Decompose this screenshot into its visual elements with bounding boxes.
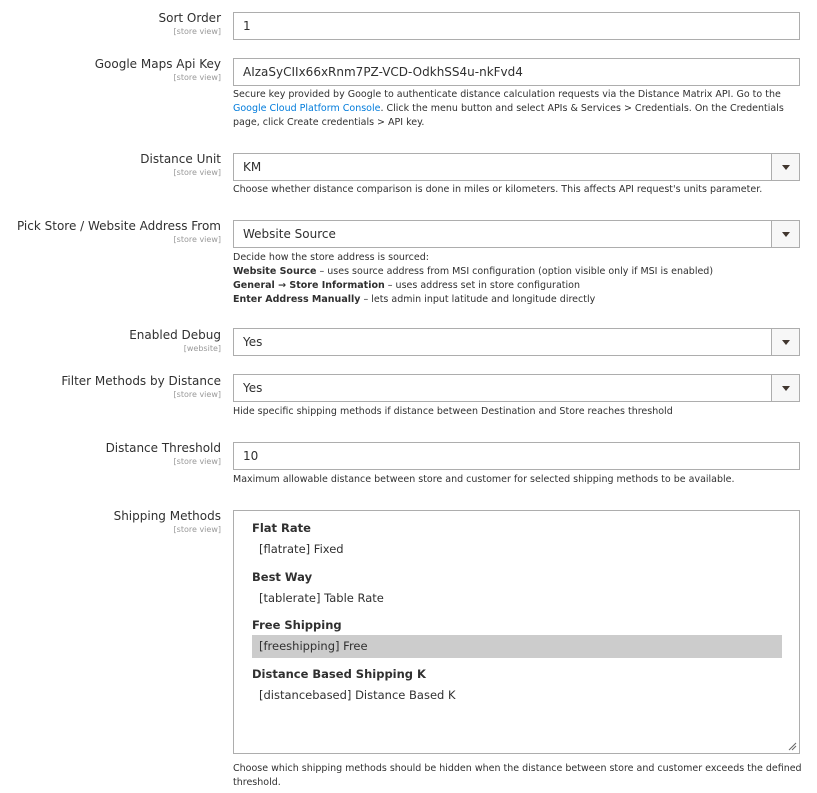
shipping-option-selected[interactable]: [freeshipping] Free [252,635,782,658]
api-key-input[interactable] [233,58,800,86]
address-from-note [233,251,805,307]
debug-label-group [0,328,221,354]
api-key-note-text-2: . Click the menu button and select APIs & Services > Credentials. On the Credentials page, click Create credentials > API key. [233,103,784,128]
address-from-note-option-2 [233,279,805,293]
api-key-value: AIzaSyCIIx66xRnm7PZ-VCD-OdkhSS4u-nkFvd4 [243,65,523,79]
api-key-scope: [store view] [173,73,221,82]
option-3-desc: – lets admin input latitude and longitude directly [360,294,596,305]
shipping-scope: [store view] [173,525,221,534]
threshold-scope: [store view] [173,457,221,466]
distance-unit-label-group [0,152,221,178]
api-key-note-text-1: Secure key provided by Google to authenticate distance calculation requests via the Distance Matrix API. Go to the [233,89,781,100]
option-1-title: Website Source [233,266,317,277]
shipping-label: Shipping Methods [113,509,221,523]
filter-scope: [store view] [173,390,221,399]
api-key-note [233,88,805,130]
debug-scope: [website] [183,344,221,353]
debug-value: Yes [243,335,263,349]
threshold-value: 10 [243,449,259,463]
optgroup-label: Flat Rate [252,521,311,535]
distance-unit-note: Choose whether distance comparison is done in miles or kilometers. This affects API request's units parameter. [233,184,763,195]
filter-label-group [0,374,221,400]
shipping-methods-multiselect[interactable] [233,510,800,754]
address-from-note-intro: Decide how the store address is sourced: [233,252,429,263]
sort-order-scope: [store view] [173,27,221,36]
shipping-option[interactable]: [flatrate] Fixed [259,542,344,556]
filter-select[interactable] [233,374,800,402]
chevron-down-icon[interactable] [771,329,799,355]
debug-label: Enabled Debug [129,328,221,342]
distance-unit-label: Distance Unit [140,152,221,166]
address-from-note-option-1 [233,265,805,279]
address-from-scope: [store view] [173,235,221,244]
filter-value: Yes [243,381,263,395]
threshold-note: Maximum allowable distance between store and customer for selected shipping methods to be available. [233,474,735,485]
option-2-desc: – uses address set in store configuration [384,280,580,291]
option-1-desc: – uses source address from MSI configuration (option visible only if MSI is enabled) [316,266,714,277]
optgroup-label: Best Way [252,570,313,584]
address-from-label-group [0,219,221,245]
threshold-input[interactable] [233,442,800,470]
distance-unit-select[interactable] [233,153,800,181]
debug-select[interactable] [233,328,800,356]
chevron-down-icon[interactable] [771,154,799,180]
api-key-label-group [0,57,221,83]
optgroup-label: Free Shipping [252,618,342,632]
google-cloud-console-link[interactable]: Google Cloud Platform Console [233,103,381,114]
sort-order-label-group [0,11,221,37]
threshold-label: Distance Threshold [105,441,221,455]
api-key-label: Google Maps Api Key [94,57,221,71]
optgroup-label: Distance Based Shipping K [252,667,426,681]
distance-unit-value: KM [243,160,262,174]
sort-order-label: Sort Order [158,11,221,25]
address-from-note-option-3 [233,293,805,307]
address-from-label: Pick Store / Website Address From [16,219,221,233]
chevron-down-icon[interactable] [771,375,799,401]
sort-order-value: 1 [243,19,251,33]
shipping-note: Choose which shipping methods should be hidden when the distance between store and customer exceeds the defined threshold. [233,763,802,788]
filter-note: Hide specific shipping methods if distance between Destination and Store reaches threshold [233,406,673,417]
shipping-option[interactable]: [distancebased] Distance Based K [259,688,456,702]
distance-unit-scope: [store view] [173,168,221,177]
shipping-label-group [0,509,221,535]
resize-handle-icon[interactable] [788,742,797,751]
threshold-label-group [0,441,221,467]
filter-label: Filter Methods by Distance [61,374,221,388]
shipping-option[interactable]: [tablerate] Table Rate [259,591,384,605]
chevron-down-icon[interactable] [771,221,799,247]
sort-order-input[interactable] [233,12,800,40]
address-from-select[interactable] [233,220,800,248]
option-2-title: General → Store Information [233,280,385,291]
option-3-title: Enter Address Manually [233,294,361,305]
address-from-value: Website Source [243,227,336,241]
